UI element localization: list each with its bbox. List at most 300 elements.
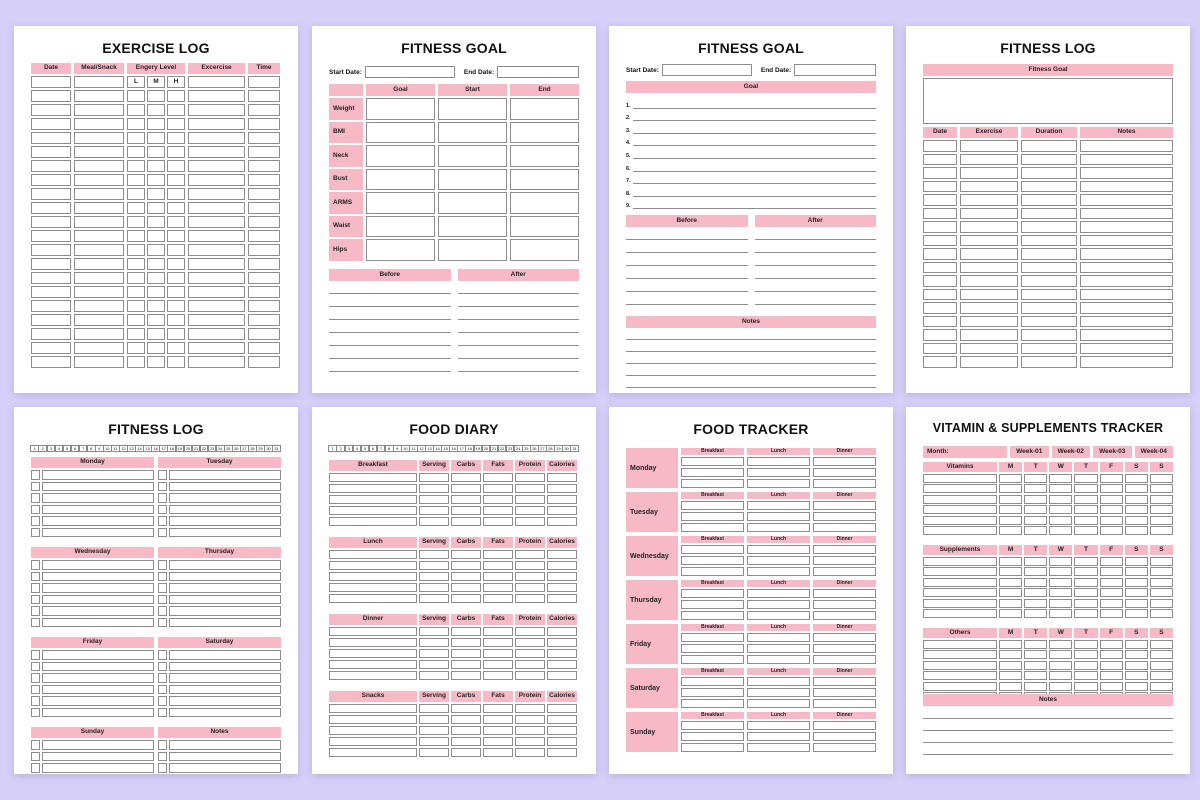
cell[interactable] [923, 275, 957, 287]
cell[interactable] [1125, 516, 1148, 525]
cell[interactable] [960, 356, 1018, 368]
cell[interactable] [999, 526, 1022, 535]
cell[interactable] [127, 160, 145, 172]
entry-field[interactable] [169, 482, 281, 492]
cell[interactable] [1100, 609, 1123, 618]
cell[interactable] [747, 589, 810, 599]
day-number[interactable]: 3 [345, 445, 354, 452]
write-line[interactable] [633, 120, 876, 121]
cell[interactable] [681, 468, 744, 478]
cell[interactable] [167, 118, 185, 130]
cell[interactable] [31, 146, 71, 158]
cell[interactable] [1100, 661, 1123, 670]
cell[interactable] [1080, 140, 1173, 152]
cell[interactable] [1100, 682, 1123, 691]
cell[interactable] [366, 216, 435, 238]
cell[interactable] [31, 356, 71, 368]
day-number[interactable]: 13 [425, 445, 434, 452]
cell[interactable] [999, 516, 1022, 525]
entry-field[interactable] [42, 708, 154, 718]
cell[interactable] [1024, 609, 1047, 618]
cell[interactable] [248, 342, 280, 354]
entry-field[interactable] [169, 470, 281, 480]
cell[interactable] [74, 174, 124, 186]
cell[interactable] [329, 473, 417, 483]
cell[interactable] [923, 316, 957, 328]
cell[interactable] [451, 748, 481, 758]
cell[interactable] [923, 578, 997, 587]
cell[interactable] [127, 356, 145, 368]
cell[interactable] [547, 748, 577, 758]
write-line[interactable] [626, 253, 748, 266]
day-number[interactable]: 14 [135, 445, 144, 452]
cell[interactable] [681, 655, 744, 665]
cell[interactable] [188, 174, 245, 186]
cell[interactable] [547, 638, 577, 648]
cell[interactable] [127, 342, 145, 354]
day-number[interactable]: 4 [55, 445, 64, 452]
entry-field[interactable] [42, 696, 154, 706]
day-number[interactable]: 31 [272, 445, 281, 452]
write-line[interactable] [458, 359, 580, 372]
cell[interactable] [127, 132, 145, 144]
checkbox[interactable] [31, 470, 40, 480]
cell[interactable] [31, 342, 71, 354]
cell[interactable] [515, 506, 545, 516]
checkbox[interactable] [158, 696, 167, 706]
cell[interactable] [167, 202, 185, 214]
cell[interactable] [329, 627, 417, 637]
day-number[interactable]: 8 [385, 445, 394, 452]
cell[interactable] [1125, 682, 1148, 691]
cell[interactable] [366, 98, 435, 120]
day-number[interactable]: 27 [538, 445, 547, 452]
checkbox[interactable] [158, 650, 167, 660]
cell[interactable] [547, 583, 577, 593]
cell[interactable] [813, 501, 876, 511]
cell[interactable] [1024, 682, 1047, 691]
cell[interactable] [999, 567, 1022, 576]
cell[interactable] [419, 473, 449, 483]
cell[interactable] [923, 671, 997, 680]
start-date-field[interactable] [662, 64, 752, 76]
after-lines[interactable] [458, 281, 580, 372]
cell[interactable] [747, 699, 810, 709]
cell[interactable] [1150, 578, 1173, 587]
cell[interactable] [147, 314, 165, 326]
cell[interactable] [547, 495, 577, 505]
cell[interactable] [188, 202, 245, 214]
checkbox[interactable] [31, 528, 40, 538]
cell[interactable] [188, 216, 245, 228]
cell[interactable] [999, 588, 1022, 597]
cell[interactable] [188, 118, 245, 130]
entry-field[interactable] [42, 763, 154, 773]
checkbox[interactable] [31, 763, 40, 773]
cell[interactable] [747, 655, 810, 665]
cell[interactable] [188, 188, 245, 200]
cell[interactable] [960, 194, 1018, 206]
cell[interactable] [31, 272, 71, 284]
cell[interactable] [167, 160, 185, 172]
cell[interactable] [1125, 505, 1148, 514]
cell[interactable] [923, 248, 957, 260]
cell[interactable] [483, 748, 513, 758]
cell[interactable] [127, 118, 145, 130]
cell[interactable] [1074, 671, 1097, 680]
cell[interactable] [366, 145, 435, 167]
entry-field[interactable] [42, 618, 154, 628]
cell[interactable] [1021, 343, 1077, 355]
cell[interactable] [167, 132, 185, 144]
cell[interactable] [147, 342, 165, 354]
cell[interactable] [1074, 526, 1097, 535]
cell[interactable] [451, 660, 481, 670]
cell[interactable] [515, 561, 545, 571]
cell[interactable] [923, 567, 997, 576]
cell[interactable] [188, 356, 245, 368]
cell[interactable] [1074, 474, 1097, 483]
cell[interactable] [923, 484, 997, 493]
cell[interactable] [547, 517, 577, 527]
cell[interactable] [999, 640, 1022, 649]
cell[interactable] [127, 216, 145, 228]
cell[interactable] [248, 202, 280, 214]
cell[interactable] [74, 118, 124, 130]
cell[interactable] [681, 600, 744, 610]
cell[interactable] [1125, 661, 1148, 670]
checkbox[interactable] [158, 493, 167, 503]
cell[interactable] [999, 682, 1022, 691]
cell[interactable] [74, 300, 124, 312]
cell[interactable] [483, 517, 513, 527]
checkbox[interactable] [31, 505, 40, 515]
cell[interactable] [747, 644, 810, 654]
cell[interactable] [74, 244, 124, 256]
cell[interactable] [438, 98, 507, 120]
checkbox[interactable] [158, 708, 167, 718]
day-number[interactable]: 27 [240, 445, 249, 452]
cell[interactable] [451, 671, 481, 681]
cell[interactable] [74, 230, 124, 242]
cell[interactable] [1100, 516, 1123, 525]
cell[interactable] [188, 90, 245, 102]
cell[interactable] [147, 356, 165, 368]
cell[interactable] [1100, 599, 1123, 608]
cell[interactable] [419, 495, 449, 505]
cell[interactable] [483, 726, 513, 736]
cell[interactable] [515, 572, 545, 582]
cell[interactable] [747, 556, 810, 566]
checkbox[interactable] [158, 595, 167, 605]
cell[interactable] [515, 671, 545, 681]
write-line[interactable] [755, 227, 877, 240]
cell[interactable] [923, 661, 997, 670]
cell[interactable] [747, 512, 810, 522]
day-number[interactable]: 17 [457, 445, 466, 452]
cell[interactable] [451, 506, 481, 516]
day-number[interactable]: 6 [369, 445, 378, 452]
cell[interactable] [747, 545, 810, 555]
checkbox[interactable] [158, 606, 167, 616]
cell[interactable] [127, 328, 145, 340]
cell[interactable] [1080, 194, 1173, 206]
entry-field[interactable] [169, 560, 281, 570]
cell[interactable] [329, 660, 417, 670]
cell[interactable] [1125, 640, 1148, 649]
cell[interactable] [1021, 302, 1077, 314]
start-date-field[interactable] [365, 66, 455, 78]
cell[interactable] [515, 583, 545, 593]
cell[interactable] [1100, 474, 1123, 483]
cell[interactable] [1100, 557, 1123, 566]
write-line[interactable] [458, 346, 580, 359]
day-number[interactable]: 21 [192, 445, 201, 452]
write-line[interactable] [626, 227, 748, 240]
cell[interactable] [923, 474, 997, 483]
cell[interactable] [999, 557, 1022, 566]
cell[interactable] [329, 517, 417, 527]
cell[interactable] [813, 655, 876, 665]
cell[interactable] [547, 715, 577, 725]
cell[interactable] [1080, 302, 1173, 314]
cell[interactable] [1021, 181, 1077, 193]
entry-field[interactable] [42, 752, 154, 762]
cell[interactable] [167, 342, 185, 354]
cell[interactable] [813, 468, 876, 478]
cell[interactable] [31, 174, 71, 186]
cell[interactable] [1074, 682, 1097, 691]
cell[interactable] [1024, 650, 1047, 659]
cell[interactable] [74, 314, 124, 326]
cell[interactable] [451, 737, 481, 747]
cell[interactable] [74, 188, 124, 200]
cell[interactable] [1021, 235, 1077, 247]
cell[interactable] [923, 235, 957, 247]
cell[interactable] [329, 726, 417, 736]
cell[interactable] [1125, 557, 1148, 566]
cell[interactable] [366, 169, 435, 191]
cell[interactable] [923, 289, 957, 301]
cell[interactable] [167, 230, 185, 242]
day-number[interactable]: 23 [208, 445, 217, 452]
cell[interactable] [960, 235, 1018, 247]
entry-field[interactable] [169, 595, 281, 605]
cell[interactable] [960, 248, 1018, 260]
cell[interactable] [1074, 661, 1097, 670]
day-number[interactable]: 5 [63, 445, 72, 452]
cell[interactable] [31, 118, 71, 130]
checkbox[interactable] [31, 572, 40, 582]
cell[interactable] [923, 181, 957, 193]
cell[interactable] [1100, 567, 1123, 576]
cell[interactable] [167, 314, 185, 326]
cell[interactable] [923, 640, 997, 649]
checkbox[interactable] [31, 560, 40, 570]
write-line[interactable] [329, 333, 451, 346]
cell[interactable] [960, 289, 1018, 301]
cell[interactable] [747, 567, 810, 577]
checkbox[interactable] [31, 673, 40, 683]
write-line[interactable] [626, 352, 876, 364]
cell[interactable] [329, 572, 417, 582]
cell[interactable] [483, 627, 513, 637]
cell[interactable] [1024, 526, 1047, 535]
cell[interactable] [510, 192, 579, 214]
checkbox[interactable] [158, 662, 167, 672]
cell[interactable] [747, 501, 810, 511]
cell[interactable] [188, 244, 245, 256]
cell[interactable] [1125, 474, 1148, 483]
cell[interactable] [74, 328, 124, 340]
checkbox[interactable] [158, 618, 167, 628]
day-number[interactable]: 25 [224, 445, 233, 452]
cell[interactable] [681, 589, 744, 599]
entry-field[interactable] [42, 470, 154, 480]
cell[interactable] [31, 160, 71, 172]
write-line[interactable] [755, 279, 877, 292]
entry-field[interactable] [42, 482, 154, 492]
cell[interactable] [1080, 343, 1173, 355]
cell[interactable] [248, 132, 280, 144]
entry-field[interactable] [42, 673, 154, 683]
cell[interactable] [547, 506, 577, 516]
cell[interactable] [813, 589, 876, 599]
cell[interactable] [1024, 495, 1047, 504]
cell[interactable] [188, 104, 245, 116]
write-line[interactable] [329, 281, 451, 294]
cell[interactable] [127, 188, 145, 200]
cell[interactable] [510, 145, 579, 167]
cell[interactable] [248, 118, 280, 130]
entry-field[interactable] [169, 528, 281, 538]
day-number[interactable]: 15 [441, 445, 450, 452]
write-line[interactable] [329, 346, 451, 359]
entry-field[interactable] [169, 662, 281, 672]
cell[interactable] [999, 578, 1022, 587]
cell[interactable] [1024, 567, 1047, 576]
cell[interactable] [248, 216, 280, 228]
checkbox[interactable] [158, 528, 167, 538]
cell[interactable] [74, 272, 124, 284]
cell[interactable] [747, 732, 810, 742]
cell[interactable] [813, 743, 876, 753]
cell[interactable] [74, 216, 124, 228]
cell[interactable] [813, 699, 876, 709]
checkbox[interactable] [31, 595, 40, 605]
day-number[interactable]: 31 [570, 445, 579, 452]
cell[interactable] [747, 677, 810, 687]
cell[interactable] [419, 627, 449, 637]
day-number[interactable]: 15 [143, 445, 152, 452]
cell[interactable] [510, 98, 579, 120]
write-line[interactable] [329, 320, 451, 333]
day-number[interactable]: 16 [151, 445, 160, 452]
cell[interactable] [1021, 248, 1077, 260]
cell[interactable] [1049, 671, 1072, 680]
cell[interactable] [923, 194, 957, 206]
cell[interactable] [547, 627, 577, 637]
cell[interactable] [419, 572, 449, 582]
cell[interactable] [451, 715, 481, 725]
cell[interactable] [681, 523, 744, 533]
cell[interactable] [1100, 495, 1123, 504]
cell[interactable] [547, 561, 577, 571]
entry-field[interactable] [42, 493, 154, 503]
cell[interactable] [438, 216, 507, 238]
day-number[interactable]: 5 [361, 445, 370, 452]
checkbox[interactable] [158, 583, 167, 593]
cell[interactable] [167, 300, 185, 312]
cell[interactable] [451, 704, 481, 714]
cell[interactable] [329, 715, 417, 725]
cell[interactable] [1080, 289, 1173, 301]
cell[interactable] [1080, 167, 1173, 179]
write-line[interactable] [458, 307, 580, 320]
cell[interactable] [451, 583, 481, 593]
cell[interactable] [419, 638, 449, 648]
entry-field[interactable] [169, 673, 281, 683]
cell[interactable] [999, 495, 1022, 504]
cell[interactable] [681, 743, 744, 753]
day-number[interactable]: 2 [336, 445, 345, 452]
cell[interactable] [147, 132, 165, 144]
cell[interactable] [547, 473, 577, 483]
cell[interactable] [419, 506, 449, 516]
checkbox[interactable] [31, 618, 40, 628]
entry-field[interactable] [169, 650, 281, 660]
cell[interactable] [681, 512, 744, 522]
write-line[interactable] [923, 719, 1173, 731]
end-date-field[interactable] [497, 66, 579, 78]
day-number[interactable]: 19 [474, 445, 483, 452]
cell[interactable] [248, 160, 280, 172]
cell[interactable] [1080, 262, 1173, 274]
cell[interactable] [923, 208, 957, 220]
cell[interactable] [747, 721, 810, 731]
cell[interactable] [188, 76, 245, 88]
write-line[interactable] [633, 183, 876, 184]
cell[interactable] [681, 699, 744, 709]
cell[interactable] [1021, 275, 1077, 287]
before-lines[interactable] [329, 281, 451, 372]
cell[interactable] [188, 272, 245, 284]
cell[interactable] [1074, 505, 1097, 514]
day-number[interactable]: 22 [498, 445, 507, 452]
cell[interactable] [188, 328, 245, 340]
entry-field[interactable] [169, 572, 281, 582]
cell[interactable] [1150, 484, 1173, 493]
cell[interactable] [167, 90, 185, 102]
cell[interactable] [960, 316, 1018, 328]
cell[interactable] [1125, 609, 1148, 618]
write-line[interactable] [329, 294, 451, 307]
end-date-field[interactable] [794, 64, 876, 76]
cell[interactable] [1024, 578, 1047, 587]
cell[interactable] [451, 726, 481, 736]
cell[interactable] [923, 588, 997, 597]
write-line[interactable] [329, 359, 451, 372]
cell[interactable] [483, 638, 513, 648]
cell[interactable] [1074, 599, 1097, 608]
day-number[interactable]: 10 [103, 445, 112, 452]
cell[interactable] [960, 221, 1018, 233]
cell[interactable] [438, 145, 507, 167]
cell[interactable] [483, 660, 513, 670]
cell[interactable] [248, 230, 280, 242]
cell[interactable] [681, 732, 744, 742]
day-number[interactable]: 3 [47, 445, 56, 452]
